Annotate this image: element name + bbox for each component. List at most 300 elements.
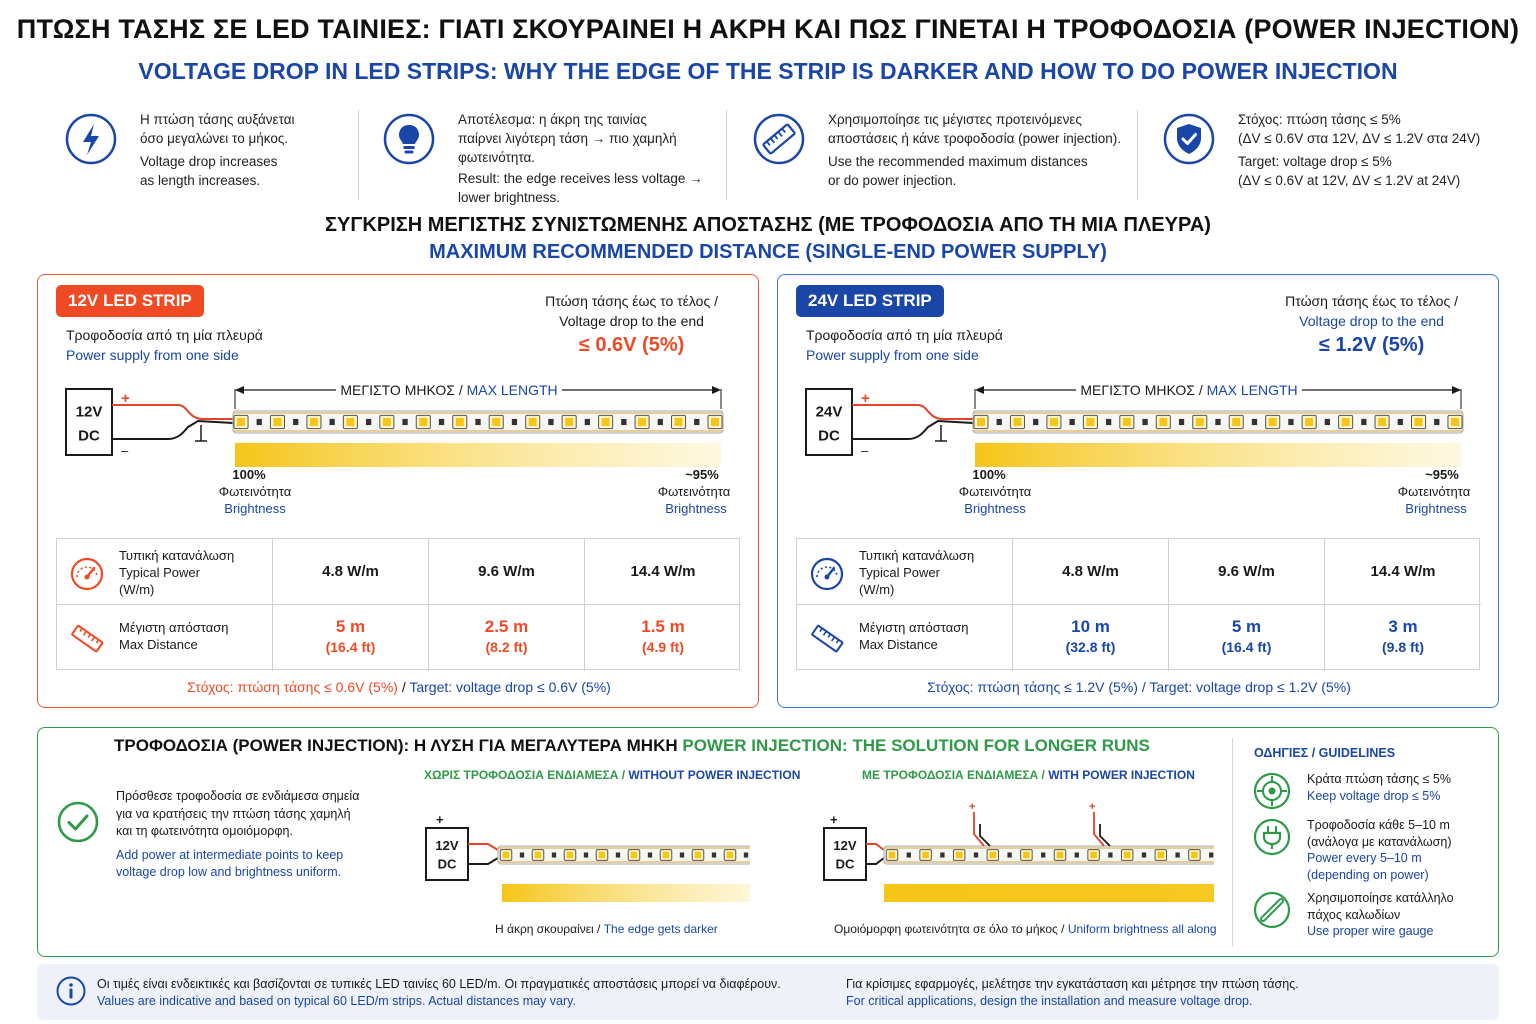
resistor — [548, 419, 553, 425]
led-phosphor — [1451, 418, 1459, 426]
power-value: 9.6 W/m — [478, 563, 535, 580]
wire-icon — [1252, 890, 1292, 930]
led-phosphor — [1196, 418, 1204, 426]
label-text: Typical Power — [859, 565, 940, 580]
led-phosphor — [492, 418, 500, 426]
led-phosphor — [237, 418, 245, 426]
strip-badge: 24V LED STRIP — [796, 285, 944, 317]
plus-sign: + — [436, 812, 444, 827]
info-icon — [55, 975, 87, 1007]
brightness-label-english: Brightness — [964, 501, 1026, 516]
vdrop-label-greek: Πτώση τάσης έως το τέλος / — [545, 293, 718, 309]
caption-with — [834, 922, 1217, 936]
guideline-item — [1252, 890, 1492, 942]
led-phosphor — [383, 418, 391, 426]
arrow-head — [1452, 386, 1461, 394]
power-plug-icon — [1252, 817, 1292, 857]
guideline-text: Χρησιμοποίησε κατάλληλο — [1307, 891, 1454, 905]
guidelines-heading: ΟΔΗΓΙΕΣ / GUIDELINES — [1254, 746, 1396, 760]
info-item-voltage-increase — [40, 100, 360, 204]
resistor — [616, 852, 620, 857]
resistor — [974, 852, 978, 857]
lightning-icon — [64, 112, 118, 166]
resistor — [1252, 419, 1257, 425]
plus-sign: + — [969, 801, 976, 813]
resistor — [1434, 419, 1439, 425]
supply-note — [806, 325, 1003, 365]
led-phosphor — [565, 418, 573, 426]
spec-table — [56, 538, 740, 670]
resistor — [512, 419, 517, 425]
supply-note — [66, 325, 263, 365]
led-phosphor — [922, 852, 928, 858]
psu-voltage: 12V — [833, 837, 857, 853]
resistor — [1033, 419, 1038, 425]
brightness-end-value: ~95% — [685, 467, 719, 482]
resistor — [744, 852, 748, 857]
led-phosphor — [310, 418, 318, 426]
led-phosphor — [711, 418, 719, 426]
footer-text: For critical applications, design the installation and measure voltage drop. — [846, 994, 1253, 1008]
brightness-label-english: Brightness — [224, 501, 286, 516]
info-item-target — [1138, 100, 1500, 204]
distance-feet: (8.2 ft) — [485, 639, 528, 655]
page-title-greek: ΠΤΩΣΗ ΤΑΣΗΣ ΣΕ LED ΤΑΙΝΙΕΣ: ΓΙΑΤΙ ΣΚΟΥΡΑΙΝΕΙ Η ΑΚΡΗ ΚΑΙ ΠΩΣ ΓΙΝΕΤΑΙ Η ΤΡΟΦΟΔΟΣΙΑ (POWER INJECTION) — [16, 14, 1520, 44]
distance-value: 3 m — [1388, 617, 1418, 636]
comparison-title-english: MAXIMUM RECOMMENDED DISTANCE (SINGLE-END POWER SUPPLY) — [429, 241, 1107, 263]
ruler-icon — [752, 112, 806, 166]
desc-line: Πρόσθεσε τροφοδοσία σε ενδιάμεσα σημεία — [116, 789, 360, 803]
injection-wire-positive — [974, 812, 984, 846]
resistor — [1142, 419, 1147, 425]
info-text-line: όσο μεγαλώνει το μήκος. — [140, 131, 289, 146]
distance-value: 5 m — [1231, 617, 1262, 636]
brightness-bar — [884, 884, 1214, 902]
label-text: (W/m) — [859, 582, 895, 597]
power-value: 14.4 W/m — [1370, 563, 1436, 580]
psu-type: DC — [835, 856, 855, 872]
psu-voltage: 24V — [815, 403, 843, 421]
resistor — [694, 419, 699, 425]
caption-english: The edge gets darker — [603, 922, 718, 936]
target-icon — [1252, 771, 1292, 811]
power-injection-section — [37, 727, 1499, 957]
brightness-label-greek: Φωτεινότητα — [958, 484, 1032, 499]
info-row — [40, 100, 1500, 204]
label-text: Max Distance — [119, 637, 198, 652]
resistor — [585, 419, 590, 425]
distance-value: 5 m — [335, 617, 366, 636]
info-text-line: αποστάσεις ή κάνε τροφοδοσία (power injection). — [828, 131, 1121, 146]
led-phosphor — [675, 418, 683, 426]
resistor — [1108, 852, 1112, 857]
distance-feet: (4.9 ft) — [642, 639, 684, 655]
resistor — [997, 419, 1002, 425]
table-cell — [585, 539, 741, 605]
desc-line: και τη φωτεινότητα ομοιόμορφη. — [116, 824, 293, 838]
max-length-greek: ΜΕΓΙΣΤΟ ΜΗΚΟΣ / — [340, 382, 467, 398]
power-injection-description — [116, 788, 359, 882]
caption-greek: Η άκρη σκουραίνει / — [495, 922, 604, 936]
led-phosphor — [1342, 418, 1350, 426]
info-item-recommendation — [728, 100, 1138, 204]
info-text-line: or do power injection. — [828, 173, 957, 188]
distance-feet: (16.4 ft) — [325, 639, 376, 655]
max-length-label — [1080, 382, 1297, 398]
table-cell — [1169, 539, 1325, 605]
label-text: Μέγιστη απόσταση — [859, 620, 969, 635]
power-supply-box — [824, 828, 866, 880]
row-label-power — [57, 539, 273, 605]
table-cell — [273, 539, 429, 605]
led-phosphor — [1014, 418, 1022, 426]
led-phosphor — [956, 852, 962, 858]
vdrop-label-english: Voltage drop to the end — [559, 313, 704, 329]
comparison-title-greek: ΣΥΓΚΡΙΣΗ ΜΕΓΙΣΤΗΣ ΣΥΝΙΣΤΩΜΕΝΗΣ ΑΠΟΣΤΑΣΗΣ (ΜΕ ΤΡΟΦΟΔΟΣΙΑ ΑΠΟ ΤΗ ΜΙΑ ΠΛΕΥΡΑ) — [325, 214, 1211, 236]
label-text: Μέγιστη απόσταση — [119, 620, 229, 635]
minus-sign: – — [121, 443, 129, 458]
distance-value: 1.5 m — [641, 617, 685, 636]
label-english: WITH POWER INJECTION — [1048, 768, 1195, 782]
power-injection-title — [114, 736, 1150, 756]
resistor — [1075, 852, 1079, 857]
positive-wire — [852, 405, 973, 419]
vdrop-label-greek: Πτώση τάσης έως το τέλος / — [1285, 293, 1458, 309]
led-phosphor — [990, 852, 996, 858]
without-injection-label — [424, 768, 800, 782]
info-text-line: Στόχος: πτώση τάσης ≤ 5% — [1238, 112, 1401, 127]
power-supply-box — [426, 828, 468, 880]
strip-diagram — [38, 375, 760, 525]
strip-diagram — [778, 375, 1500, 525]
led-phosphor — [727, 852, 733, 858]
led-phosphor — [1123, 418, 1131, 426]
negative-wire — [468, 858, 498, 864]
led-phosphor — [1057, 852, 1063, 858]
info-text-line: lower brightness. — [458, 190, 561, 205]
resistor — [1179, 419, 1184, 425]
led-phosphor — [1158, 852, 1164, 858]
resistor — [1175, 852, 1179, 857]
resistor — [366, 419, 371, 425]
resistor — [712, 852, 716, 857]
max-length-english: MAX LENGTH — [466, 382, 558, 398]
table-row — [797, 539, 1481, 605]
led-phosphor — [889, 852, 895, 858]
resistor — [1106, 419, 1111, 425]
table-cell — [429, 605, 585, 671]
psu-type: DC — [818, 427, 840, 445]
resistor — [1041, 852, 1045, 857]
resistor — [680, 852, 684, 857]
supply-text-english: Power supply from one side — [806, 347, 979, 363]
separator: / — [1137, 679, 1150, 695]
info-text-line: (ΔV ≤ 0.6V at 12V, ΔV ≤ 1.2V at 24V) — [1238, 173, 1461, 188]
table-cell — [1013, 605, 1169, 671]
lightbulb-icon — [382, 112, 436, 166]
guideline-text: (depending on power) — [1307, 867, 1429, 882]
resistor — [1209, 852, 1213, 857]
footer-text: Οι τιμές είναι ενδεικτικές και βασίζονται σε τυπικές LED ταινίες 60 LED/m. Οι πραγματικές αποστάσεις μπορεί να διαφέρουν. — [97, 977, 781, 991]
led-phosphor — [456, 418, 464, 426]
panel-24v — [777, 274, 1499, 708]
psu-type: DC — [78, 427, 100, 445]
with-injection-diagram — [784, 788, 1214, 918]
table-cell — [273, 605, 429, 671]
led-phosphor — [977, 418, 985, 426]
distance-value: 2.5 m — [484, 617, 529, 636]
brightness-label-english: Brightness — [665, 501, 727, 516]
negative-wire — [852, 421, 973, 439]
resistor — [293, 419, 298, 425]
power-value: 9.6 W/m — [1218, 563, 1275, 580]
brightness-end-value: ~95% — [1425, 467, 1459, 482]
led-phosphor — [663, 852, 669, 858]
title-english: POWER INJECTION: THE SOLUTION FOR LONGER RUNS — [682, 736, 1150, 755]
caption-greek: Ομοιόμορφη φωτεινότητα σε όλο το μήκος / — [834, 922, 1068, 936]
footer-text: Για κρίσιμες εφαρμογές, μελέτησε την εγκατάσταση και μέτρησε την πτώση τάσης. — [846, 977, 1299, 991]
distance-feet: (32.8 ft) — [1065, 639, 1116, 655]
guideline-text: πάχος καλωδίων — [1307, 907, 1401, 922]
led-phosphor — [602, 418, 610, 426]
vdrop-value: ≤ 1.2V (5%) — [1318, 334, 1425, 356]
resistor — [1070, 419, 1075, 425]
desc-line: Add power at intermediate points to keep — [116, 847, 344, 862]
resistor — [257, 419, 262, 425]
resistor — [402, 419, 407, 425]
target-english: Target: voltage drop ≤ 1.2V (5%) — [1149, 679, 1351, 695]
led-phosphor — [599, 852, 605, 858]
row-label-power — [797, 539, 1013, 605]
info-text-line: Η πτώση τάσης αυξάνεται — [140, 112, 295, 127]
vdrop-value: ≤ 0.6V (5%) — [578, 334, 685, 356]
info-text-line: Target: voltage drop ≤ 5% — [1238, 154, 1392, 169]
brightness-bar — [235, 443, 721, 467]
brightness-bar — [975, 443, 1461, 467]
led-phosphor — [1159, 418, 1167, 426]
led-phosphor — [1090, 852, 1096, 858]
separator: / — [397, 679, 410, 695]
info-text-line: as length increases. — [140, 173, 261, 188]
label-text: (W/m) — [119, 582, 155, 597]
resistor — [658, 419, 663, 425]
caption-english: Uniform brightness all along — [1067, 922, 1217, 936]
divider — [726, 110, 727, 200]
led-phosphor — [567, 852, 573, 858]
guideline-item — [1252, 771, 1492, 811]
resistor — [1288, 419, 1293, 425]
shield-check-icon — [1162, 112, 1216, 166]
table-cell — [1325, 539, 1481, 605]
plus-sign: + — [1089, 801, 1096, 813]
target-greek: Στόχος: πτώση τάσης ≤ 0.6V (5%) — [187, 679, 398, 695]
led-phosphor — [1023, 852, 1029, 858]
guideline-text: Power every 5–10 m — [1307, 851, 1422, 865]
distance-feet: (16.4 ft) — [1221, 639, 1272, 655]
resistor — [1325, 419, 1330, 425]
led-phosphor — [503, 852, 509, 858]
desc-line: για να κρατήσεις την πτώση τάσης χαμηλή — [116, 806, 351, 821]
negative-wire — [112, 421, 233, 439]
power-value: 4.8 W/m — [322, 563, 379, 580]
brightness-label-english: Brightness — [1405, 501, 1467, 516]
guideline-text: Keep voltage drop ≤ 5% — [1307, 788, 1441, 803]
info-text-line: Result: the edge receives less voltage → — [458, 171, 703, 186]
led-phosphor — [631, 852, 637, 858]
guideline-text: (ανάλογα με κατανάλωση) — [1307, 834, 1452, 849]
resistor — [475, 419, 480, 425]
resistor — [648, 852, 652, 857]
power-value: 4.8 W/m — [1062, 563, 1119, 580]
psu-type: DC — [437, 856, 457, 872]
power-value: 14.4 W/m — [630, 563, 696, 580]
guideline-text: Κράτα πτώση τάσης ≤ 5% — [1307, 772, 1451, 786]
table-row — [57, 539, 741, 605]
resistor — [330, 419, 335, 425]
led-phosphor — [419, 418, 427, 426]
panel-12v — [37, 274, 759, 708]
brightness-bar — [502, 884, 750, 902]
voltage-drop-box — [1285, 291, 1458, 355]
gauge-icon — [67, 553, 107, 593]
table-cell — [429, 539, 585, 605]
table-cell — [1169, 605, 1325, 671]
led-phosphor — [1191, 852, 1197, 858]
footer-note — [37, 964, 1499, 1020]
negative-wire — [866, 858, 884, 864]
target-note — [38, 679, 760, 695]
supply-text-greek: Τροφοδοσία από τη μία πλευρά — [806, 327, 1003, 343]
target-english: Target: voltage drop ≤ 0.6V (5%) — [409, 679, 611, 695]
label-text: Typical Power — [119, 565, 200, 580]
label-greek: ΜΕ ΤΡΟΦΟΔΟΣΙΑ ΕΝΔΙΑΜΕΣΑ / — [862, 768, 1049, 782]
table-cell — [1013, 539, 1169, 605]
resistor — [940, 852, 944, 857]
label-text: Τυπική κατανάλωση — [859, 548, 975, 563]
positive-wire — [468, 844, 498, 850]
injection-wire-positive — [1094, 812, 1104, 846]
led-phosphor — [1050, 418, 1058, 426]
distance-value: 10 m — [1071, 617, 1110, 636]
resistor — [1215, 419, 1220, 425]
led-phosphor — [1232, 418, 1240, 426]
label-text: Max Distance — [859, 637, 938, 652]
guideline-item — [1252, 817, 1492, 885]
led-phosphor — [346, 418, 354, 426]
label-greek: ΧΩΡΙΣ ΤΡΟΦΟΔΟΣΙΑ ΕΝΔΙΑΜΕΣΑ / — [424, 768, 629, 782]
spec-table — [796, 538, 1480, 670]
resistor — [439, 419, 444, 425]
resistor — [1007, 852, 1011, 857]
resistor — [1142, 852, 1146, 857]
table-row — [57, 605, 741, 671]
max-length-greek: ΜΕΓΙΣΤΟ ΜΗΚΟΣ / — [1080, 382, 1207, 398]
brightness-start-value: 100% — [972, 467, 1006, 482]
with-injection-label — [862, 768, 1195, 782]
resistor — [520, 852, 524, 857]
target-note — [778, 679, 1500, 695]
footer-text: Values are indicative and based on typical 60 LED/m strips. Actual distances may vary. — [97, 994, 576, 1008]
arrow-head — [975, 386, 984, 394]
max-length-label — [340, 382, 557, 398]
voltage-drop-box — [545, 291, 718, 355]
info-text-line: Αποτέλεσμα: η άκρη της ταινίας — [458, 112, 647, 127]
brightness-label-greek: Φωτεινότητα — [657, 484, 731, 499]
resistor — [1398, 419, 1403, 425]
led-phosphor — [695, 852, 701, 858]
resistor — [552, 852, 556, 857]
brightness-start-value: 100% — [232, 467, 266, 482]
minus-sign: – — [861, 443, 869, 458]
plus-sign: + — [830, 812, 838, 827]
without-injection-diagram — [390, 788, 750, 918]
positive-wire — [866, 844, 884, 850]
brightness-label-greek: Φωτεινότητα — [218, 484, 292, 499]
page-title-english: VOLTAGE DROP IN LED STRIPS: WHY THE EDGE OF THE STRIP IS DARKER AND HOW TO DO POWER INJECTION — [138, 58, 1398, 84]
row-label-distance — [797, 605, 1013, 671]
info-text-line: Χρησιμοποίησε τις μέγιστες προτεινόμενες — [828, 112, 1082, 127]
check-circle-icon — [56, 800, 100, 844]
led-phosphor — [529, 418, 537, 426]
brightness-label-greek: Φωτεινότητα — [1397, 484, 1471, 499]
guideline-text: Τροφοδοσία κάθε 5–10 m — [1307, 818, 1450, 832]
resistor — [1361, 419, 1366, 425]
led-phosphor — [1415, 418, 1423, 426]
divider — [1232, 738, 1233, 946]
label-english: WITHOUT POWER INJECTION — [628, 768, 801, 782]
info-text-line: Use the recommended maximum distances — [828, 154, 1088, 169]
led-phosphor — [1086, 418, 1094, 426]
ruler-icon — [807, 619, 847, 659]
led-phosphor — [1269, 418, 1277, 426]
strip-badge: 12V LED STRIP — [56, 285, 204, 317]
power-supply-box — [806, 389, 852, 455]
desc-line: voltage drop low and brightness uniform. — [116, 865, 342, 879]
led-phosphor — [535, 852, 541, 858]
info-text-line: παίρνει λιγότερη τάση → πιο χαμηλή — [458, 131, 677, 146]
table-cell — [1325, 605, 1481, 671]
guideline-text: Use proper wire gauge — [1307, 924, 1434, 938]
resistor — [584, 852, 588, 857]
power-supply-box — [66, 389, 112, 455]
caption-without — [495, 922, 718, 936]
led-phosphor — [1124, 852, 1130, 858]
table-cell — [585, 605, 741, 671]
target-greek: Στόχος: πτώση τάσης ≤ 1.2V (5%) — [927, 679, 1138, 695]
led-phosphor — [638, 418, 646, 426]
gauge-icon — [807, 553, 847, 593]
led-phosphor — [1305, 418, 1313, 426]
arrow-head — [235, 386, 244, 394]
plus-sign: + — [861, 390, 870, 407]
title-greek: ΤΡΟΦΟΔΟΣΙΑ (POWER INJECTION): Η ΛΥΣΗ ΓΙΑ ΜΕΓΑΛΥΤΕΡΑ ΜΗΚΗ — [114, 736, 683, 755]
table-row — [797, 605, 1481, 671]
info-item-result — [358, 100, 728, 204]
max-length-english: MAX LENGTH — [1206, 382, 1298, 398]
plus-sign: + — [121, 390, 130, 407]
psu-voltage: 12V — [75, 403, 103, 421]
row-label-distance — [57, 605, 273, 671]
info-text-line: Voltage drop increases — [140, 154, 278, 169]
psu-voltage: 12V — [435, 837, 459, 853]
label-text: Τυπική κατανάλωση — [119, 548, 235, 563]
ruler-icon — [67, 619, 107, 659]
vdrop-label-english: Voltage drop to the end — [1299, 313, 1444, 329]
resistor — [621, 419, 626, 425]
distance-feet: (9.8 ft) — [1382, 639, 1424, 655]
supply-text-greek: Τροφοδοσία από τη μία πλευρά — [66, 327, 263, 343]
resistor — [907, 852, 911, 857]
